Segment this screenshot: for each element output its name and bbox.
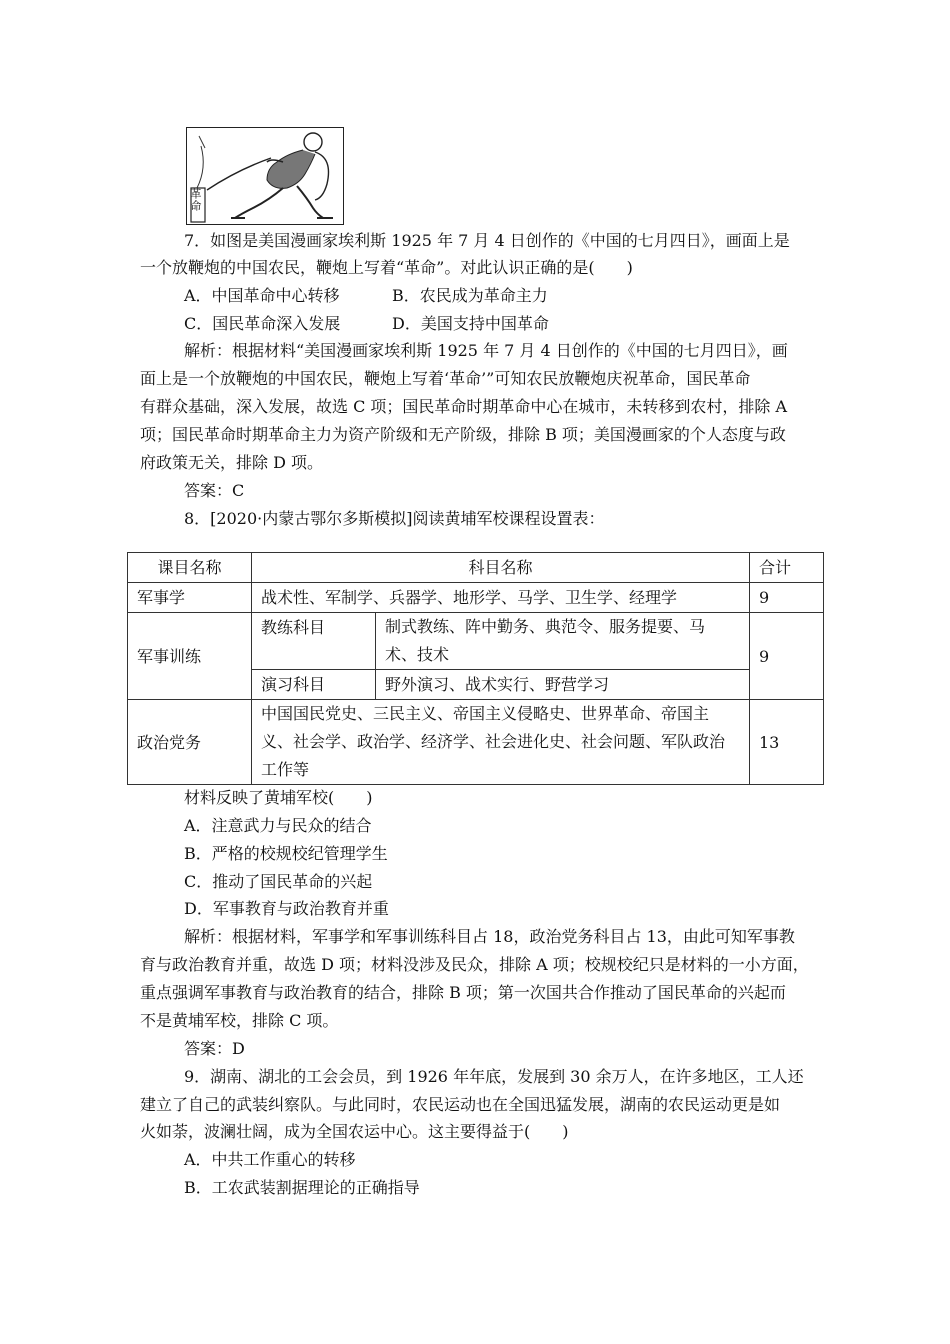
table-cell xyxy=(376,613,750,670)
table-row xyxy=(128,583,824,613)
q8-option-d: D．军事教育与政治教育并重 xyxy=(184,899,389,918)
q7-option-b: B．农民成为革命主力 xyxy=(392,286,548,305)
table-cell: 军事训练 xyxy=(128,613,252,700)
table-cell: 9 xyxy=(750,613,824,700)
table-cell: 13 xyxy=(750,700,824,785)
q7-analysis-line: 面上是一个放鞭炮的中国农民，鞭炮上写着‘革命’”可知农民放鞭炮庆祝革命，国民革命 xyxy=(140,369,751,388)
table-cell: 军事学 xyxy=(128,583,252,613)
table-cell: 教练科目 xyxy=(252,613,376,670)
table-cell-line: 义、社会学、政治学、经济学、社会进化史、社会问题、军队政治 xyxy=(261,732,726,751)
q7-option-d: D．美国支持中国革命 xyxy=(392,314,549,333)
q8-analysis-line: 重点强调军事教育与政治教育的结合，排除 B 项；第一次国共合作推动了国民革命的兴起而 xyxy=(140,983,786,1002)
q9-stem-line: 9．湖南、湖北的工会会员，到 1926 年年底，发展到 30 余万人，在许多地区，工人还 xyxy=(184,1067,804,1086)
q8-answer: 答案：D xyxy=(184,1039,245,1058)
q8-stem: 8．[2020·内蒙古鄂尔多斯模拟]阅读黄埔军校课程设置表： xyxy=(184,509,605,528)
q7-stem-line1: 7．如图是美国漫画家埃利斯 1925 年 7 月 4 日创作的《中国的七月四日》，画面上是 xyxy=(184,231,790,250)
cartoon-figure xyxy=(186,127,344,225)
q7-analysis-line: 解析：根据材料“美国漫画家埃利斯 1925 年 7 月 4 日创作的《中国的七月四日》，画 xyxy=(184,341,788,360)
firecracker-label: 革命 xyxy=(189,188,202,212)
q8-analysis-line: 育与政治教育并重，故选 D 项；材料没涉及民众，排除 A 项；校规校纪只是材料的一小方面， xyxy=(140,955,809,974)
q9-option-b: B．工农武装割据理论的正确指导 xyxy=(184,1178,420,1197)
q7-analysis-line: 项；国民革命时期革命主力为资产阶级和无产阶级，排除 B 项；美国漫画家的个人态度与政 xyxy=(140,425,786,444)
q7-option-a: A．中国革命中心转移 xyxy=(184,286,340,305)
table-header-row xyxy=(128,553,824,583)
cartoon-illustration xyxy=(187,128,343,224)
q7-option-c: C．国民革命深入发展 xyxy=(184,314,341,333)
table-cell: 9 xyxy=(750,583,824,613)
table-cell: 战术性、军制学、兵器学、地形学、马学、卫生学、经理学 xyxy=(252,583,750,613)
q8-analysis-line: 解析：根据材料，军事学和军事训练科目占 18，政治党务科目占 13，由此可知军事教 xyxy=(184,927,795,946)
course-table xyxy=(127,552,824,785)
q8-analysis-line: 不是黄埔军校，排除 C 项。 xyxy=(140,1011,339,1030)
q8-question: 材料反映了黄埔军校( ) xyxy=(184,788,373,807)
q7-stem-line2: 一个放鞭炮的中国农民，鞭炮上写着“革命”。对此认识正确的是( ) xyxy=(140,258,633,277)
table-cell: 野外演习、战术实行、野营学习 xyxy=(376,670,750,700)
q8-option-c: C．推动了国民革命的兴起 xyxy=(184,872,373,891)
table-header-cell: 课目名称 xyxy=(128,553,252,583)
table-cell xyxy=(252,700,750,785)
table-row xyxy=(128,613,824,670)
q9-option-a: A．中共工作重心的转移 xyxy=(184,1150,356,1169)
q7-analysis-line: 府政策无关，排除 D 项。 xyxy=(140,453,324,472)
table-row xyxy=(128,700,824,785)
q8-option-a: A．注意武力与民众的结合 xyxy=(184,816,372,835)
q9-stem-line: 火如荼，波澜壮阔，成为全国农运中心。这主要得益于( ) xyxy=(140,1122,569,1141)
table-cell-line: 术、技术 xyxy=(385,645,450,664)
q7-analysis-line: 有群众基础，深入发展，故选 C 项；国民革命时期革命中心在城市，未转移到农村，排除 A xyxy=(140,397,788,416)
table-cell: 演习科目 xyxy=(252,670,376,700)
q8-option-b: B．严格的校规校纪管理学生 xyxy=(184,844,388,863)
table-header-cell: 科目名称 xyxy=(252,553,750,583)
table-cell-line: 中国国民党史、三民主义、帝国主义侵略史、世界革命、帝国主 xyxy=(261,704,710,723)
table-cell-line: 制式教练、阵中勤务、典范令、服务提要、马 xyxy=(385,617,706,636)
table-cell: 政治党务 xyxy=(128,700,252,785)
table-cell-line: 工作等 xyxy=(261,760,310,779)
q9-stem-line: 建立了自己的武装纠察队。与此同时，农民运动也在全国迅猛发展，湖南的农民运动更是如 xyxy=(140,1095,781,1114)
q7-answer: 答案：C xyxy=(184,481,245,500)
table-header-cell: 合计 xyxy=(750,553,824,583)
